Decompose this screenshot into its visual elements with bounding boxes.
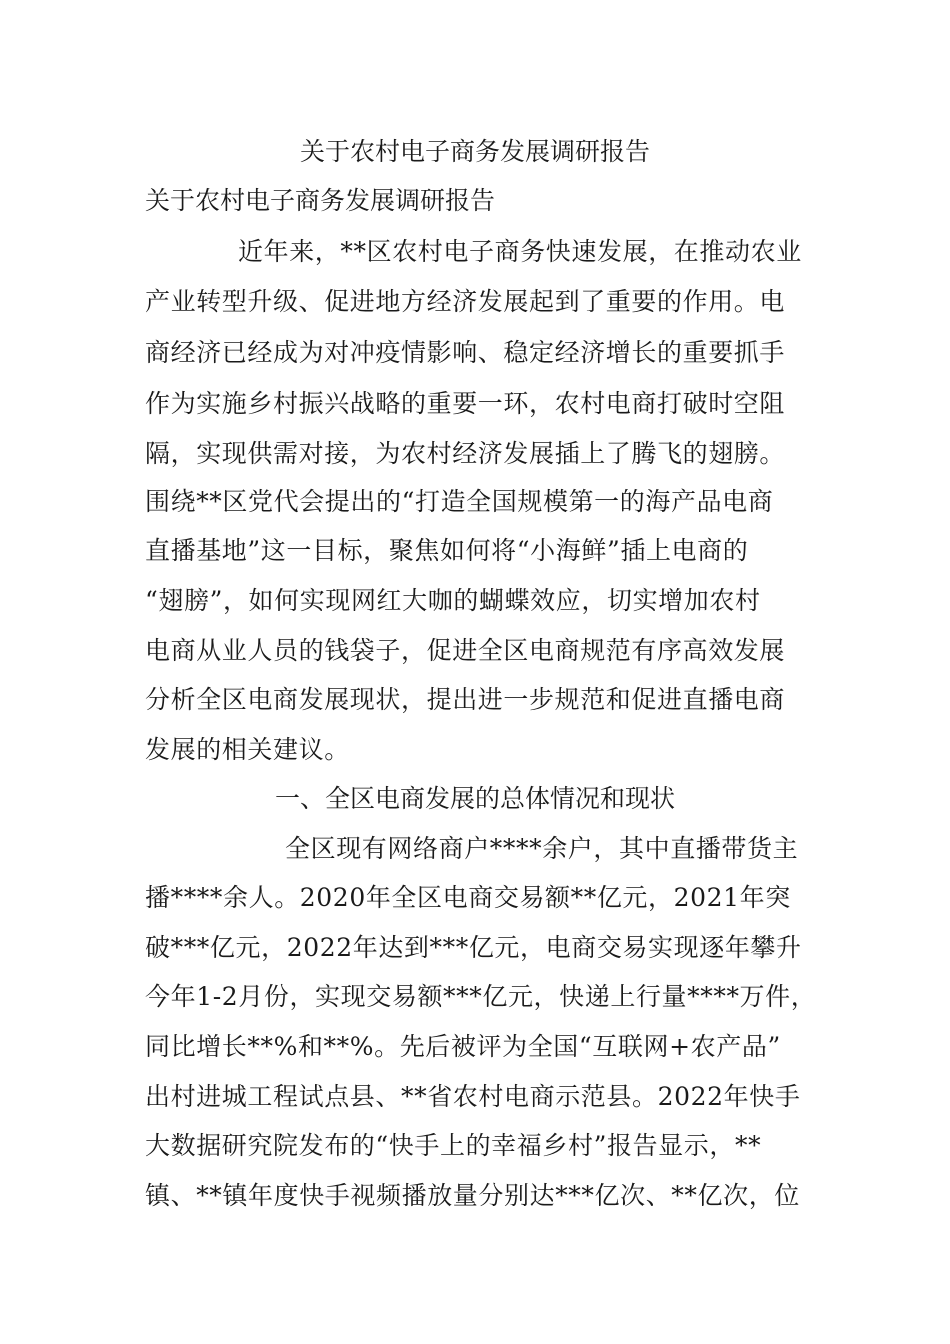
paragraph-line: 今年1-2月份，实现交易额***亿元，快递上行量****万件， bbox=[145, 982, 817, 1011]
paragraph-line: 直播基地”这一目标，聚焦如何将“小海鲜”插上电商的 bbox=[145, 536, 749, 565]
paragraph-line: 围绕**区党代会提出的“打造全国规模第一的海产品电商 bbox=[145, 487, 774, 516]
paragraph-line: 隔，实现供需对接，为农村经济发展插上了腾飞的翅膀。 bbox=[145, 439, 786, 468]
paragraph-line: 商经济已经成为对冲疫情影响、稳定经济增长的重要抓手 bbox=[145, 338, 786, 367]
section-heading: 一、全区电商发展的总体情况和现状 bbox=[274, 784, 675, 813]
document-title: 关于农村电子商务发展调研报告 bbox=[299, 137, 650, 166]
paragraph-line: 破***亿元，2022年达到***亿元，电商交易实现逐年攀升 bbox=[145, 933, 802, 962]
paragraph-line: “翅膀”，如何实现网红大咖的蝴蝶效应，切实增加农村 bbox=[145, 586, 761, 615]
paragraph-line: 播****余人。2020年全区电商交易额**亿元，2021年突 bbox=[145, 883, 791, 912]
document-subtitle: 关于农村电子商务发展调研报告 bbox=[145, 186, 496, 215]
paragraph-line: 发展的相关建议。 bbox=[145, 735, 350, 764]
paragraph-line: 全区现有网络商户****余户，其中直播带货主 bbox=[285, 834, 799, 863]
paragraph-line: 同比增长**%和**%。先后被评为全国“互联网+农产品” bbox=[145, 1032, 781, 1061]
paragraph-line: 分析全区电商发展现状，提出进一步规范和促进直播电商 bbox=[145, 685, 786, 714]
paragraph-line: 产业转型升级、促进地方经济发展起到了重要的作用。电 bbox=[145, 287, 786, 316]
paragraph-line: 镇、**镇年度快手视频播放量分别达***亿次、**亿次，位 bbox=[145, 1181, 800, 1210]
paragraph-line: 近年来，**区农村电子商务快速发展，在推动农业 bbox=[238, 237, 802, 266]
paragraph-line: 作为实施乡村振兴战略的重要一环，农村电商打破时空阻 bbox=[145, 389, 786, 418]
paragraph-line: 大数据研究院发布的“快手上的幸福乡村”报告显示，** bbox=[145, 1131, 762, 1160]
paragraph-line: 电商从业人员的钱袋子，促进全区电商规范有序高效发展 bbox=[145, 636, 786, 665]
paragraph-line: 出村进城工程试点县、**省农村电商示范县。2022年快手 bbox=[145, 1082, 801, 1111]
